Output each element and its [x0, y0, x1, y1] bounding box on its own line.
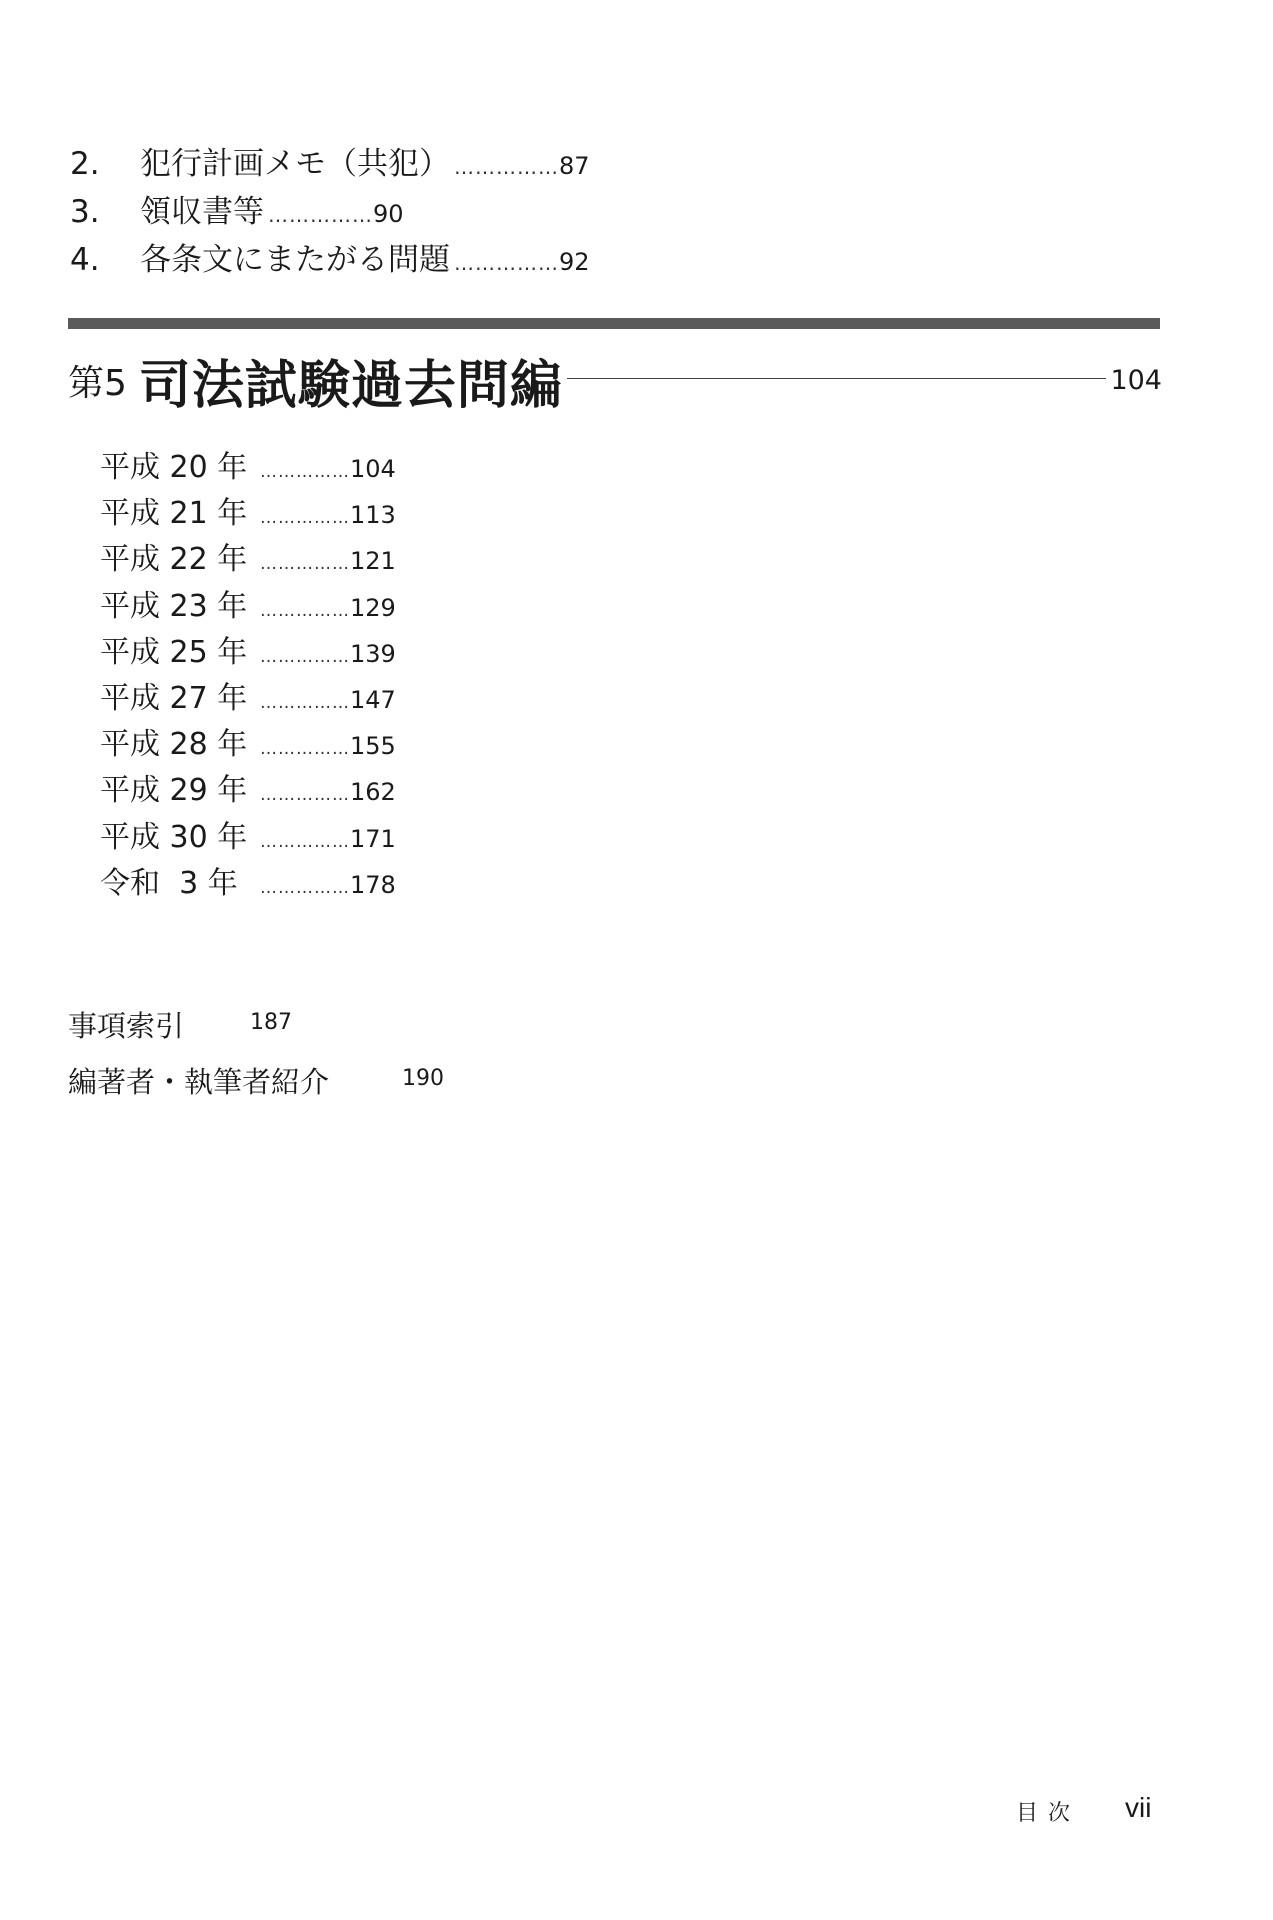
year-page: 178 — [350, 870, 396, 899]
entry-number: 4. — [70, 242, 100, 278]
year-entry — [100, 488, 396, 534]
toc-entry — [70, 234, 590, 282]
year-entry — [100, 581, 396, 627]
entry-page: 92 — [559, 248, 590, 276]
year-page: 121 — [350, 547, 396, 576]
year-entry — [100, 858, 396, 904]
section-leader-line — [567, 378, 1107, 379]
top-item-list — [70, 138, 590, 282]
year-page: 155 — [350, 732, 396, 761]
leader-dots: …………… — [260, 600, 350, 621]
leader-dots: …………… — [260, 785, 350, 806]
page-number: vii — [1125, 1792, 1152, 1823]
year-label: 平成 28 年 — [100, 727, 248, 763]
year-label: 平成 22 年 — [100, 542, 248, 578]
authors-entry — [68, 1060, 444, 1101]
year-page: 139 — [350, 639, 396, 668]
entry-page: 87 — [559, 152, 590, 180]
leader-dots: …………… — [260, 692, 350, 713]
year-page: 113 — [350, 501, 396, 530]
leader-dots: …………… — [260, 462, 350, 482]
year-label: 平成 20 年 — [100, 450, 248, 485]
section-page: 104 — [1110, 364, 1162, 396]
leader-dots: …………… — [260, 831, 350, 852]
section-number: 第5 — [68, 362, 127, 404]
entry-title: 各条文にまたがる問題 — [140, 242, 450, 278]
section-heading — [68, 350, 1162, 416]
leader-dots: …………… — [260, 508, 350, 529]
year-entry — [100, 765, 396, 811]
year-entry — [100, 812, 396, 858]
year-page: 171 — [350, 824, 396, 853]
entry-number: 2. — [70, 146, 100, 182]
year-page: 147 — [350, 685, 396, 714]
section-title: 司法試験過去問編 — [138, 355, 563, 416]
year-label: 平成 30 年 — [100, 819, 248, 855]
running-footer-label: 目次 — [1016, 1801, 1081, 1826]
section-divider-bar — [68, 318, 1160, 329]
year-label: 平成 27 年 — [100, 680, 248, 716]
year-label: 平成 21 年 — [100, 496, 248, 532]
year-entry — [100, 719, 396, 765]
year-page: 162 — [350, 778, 396, 807]
year-entry — [100, 627, 396, 673]
entry-page: 90 — [373, 200, 404, 228]
index-page: 190 — [402, 1066, 444, 1091]
year-entry — [100, 673, 396, 719]
leader-dots: …………… — [260, 554, 350, 575]
leader-dots: …………… — [260, 877, 350, 898]
year-page: 104 — [350, 455, 396, 483]
year-label: 平成 23 年 — [100, 588, 248, 624]
year-label: 令和 3 年 — [100, 865, 238, 901]
leader-dots: …………… — [268, 203, 373, 227]
year-entry — [100, 534, 396, 580]
leader-dots: …………… — [260, 739, 350, 760]
year-page: 129 — [350, 593, 396, 622]
year-label: 平成 29 年 — [100, 773, 248, 809]
entry-number: 3. — [70, 194, 100, 230]
leader-dots: …………… — [454, 251, 559, 275]
index-label: 編著者・執筆者紹介 — [68, 1065, 330, 1099]
year-entry — [100, 442, 396, 488]
index-page: 187 — [250, 1010, 292, 1035]
year-entry-list — [100, 442, 396, 904]
entry-title: 領収書等 — [140, 194, 264, 230]
leader-dots: …………… — [454, 155, 559, 179]
leader-dots: …………… — [260, 646, 350, 667]
toc-entry — [70, 186, 590, 234]
index-label: 事項索引 — [68, 1009, 185, 1043]
year-label: 平成 25 年 — [100, 634, 248, 670]
subject-index-entry — [68, 1004, 292, 1045]
toc-entry — [70, 138, 590, 186]
entry-title: 犯行計画メモ（共犯） — [140, 146, 450, 182]
